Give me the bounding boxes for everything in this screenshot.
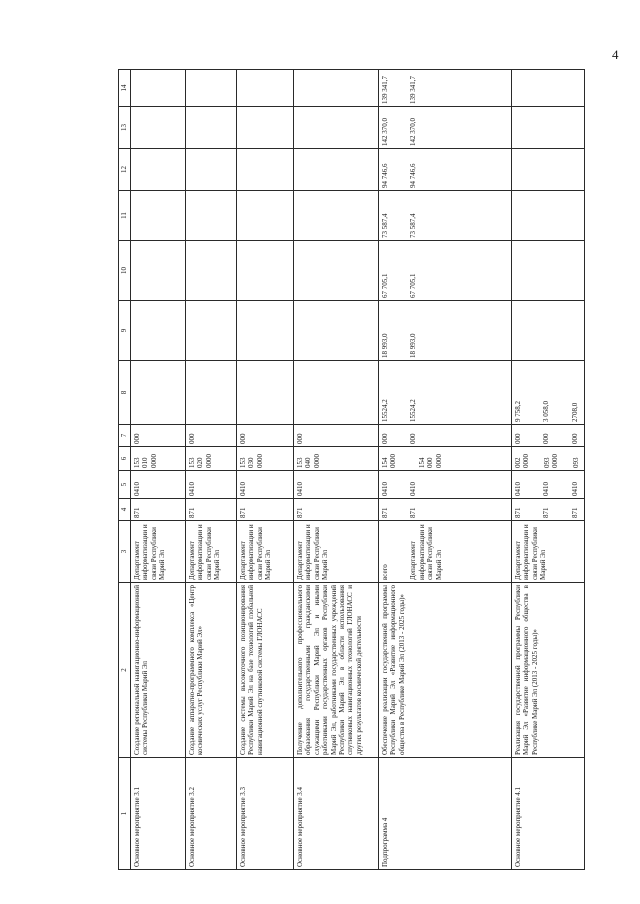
name-cell: Создание региональной навигационно-информационной системы Республики Марий Эл [131, 583, 186, 758]
rzpr-cell: 0410 [237, 471, 294, 499]
value-cell [131, 191, 186, 241]
value-cell [294, 149, 379, 191]
value-cell [186, 301, 237, 361]
table-row [237, 70, 294, 870]
value-cell [131, 241, 186, 301]
value-cell [237, 301, 294, 361]
value-cell [131, 149, 186, 191]
executor-cell: Департамент информатизации и связи Республики Марий Эл [237, 521, 294, 583]
value-cell [379, 107, 512, 149]
grbs-value: 871 [514, 507, 522, 518]
grbs-cell: 871 [186, 499, 237, 521]
header-row [119, 70, 131, 870]
value-cell [186, 107, 237, 149]
value-cell [186, 241, 237, 301]
amount-value: 139 341,7 [381, 76, 389, 104]
header-cell: 4 [119, 499, 131, 521]
table-row [186, 70, 237, 870]
header-cell: 1 [119, 758, 131, 870]
amount-value: 73 587,4 [409, 213, 418, 238]
executor-total: всего [381, 564, 389, 580]
amount-value: 67 705,1 [409, 273, 418, 298]
rzpr-value: 0410 [570, 482, 579, 496]
amount-value: 142 370,0 [381, 118, 389, 146]
amount-value: 15524,2 [409, 399, 418, 422]
header-cell: 11 [119, 191, 131, 241]
value-cell [294, 70, 379, 107]
csr-value: 002 0000 [514, 454, 531, 468]
rzpr-cell [512, 471, 585, 499]
value-cell [186, 361, 237, 425]
value-cell [512, 191, 585, 241]
vr-cell: 000 [131, 425, 186, 447]
table-row [294, 70, 379, 870]
value-cell [512, 241, 585, 301]
executor-name: Департамент информатизации и связи Республики Марий Эл [409, 524, 443, 580]
value-cell [294, 361, 379, 425]
header-cell: 7 [119, 425, 131, 447]
csr-cell: 153 040 0000 [294, 447, 379, 471]
vr-value: 000 [409, 433, 418, 444]
value-cell [379, 301, 512, 361]
amount-value: 18 993,0 [381, 333, 389, 358]
status-cell: Основное мероприятие 3.2 [186, 758, 237, 870]
table-row [379, 70, 512, 870]
grbs-value: 871 [542, 507, 551, 518]
vr-cell [379, 425, 512, 447]
table-row [512, 70, 585, 870]
value-cell [131, 301, 186, 361]
rzpr-cell: 0410 [186, 471, 237, 499]
executor-cell: Департамент информатизации и связи Республики Марий Эл [294, 521, 379, 583]
value-cell [131, 70, 186, 107]
grbs-cell [379, 499, 512, 521]
value-cell [379, 191, 512, 241]
value-cell [237, 70, 294, 107]
value-cell [237, 107, 294, 149]
amount-value: 67 705,1 [381, 273, 389, 298]
value-cell [512, 361, 585, 425]
grbs-value: 871 [409, 507, 418, 518]
header-cell: 5 [119, 471, 131, 499]
header-cell: 12 [119, 149, 131, 191]
value-cell [512, 107, 585, 149]
csr-value: 093 [571, 457, 580, 468]
header-cell: 10 [119, 241, 131, 301]
csr-value: 093 0000 [542, 454, 560, 468]
vr-value: 000 [570, 433, 579, 444]
value-cell [294, 191, 379, 241]
status-cell: Основное мероприятие 4.1 [512, 758, 585, 870]
value-cell [379, 241, 512, 301]
rzpr-cell [379, 471, 512, 499]
amount-value: 3 058,0 [542, 401, 551, 422]
executor-cell: Департамент информатизации и связи Республики Марий Эл [131, 521, 186, 583]
value-cell [512, 149, 585, 191]
vr-value: 000 [514, 433, 522, 444]
budget-table-rotated [118, 70, 580, 870]
header-cell: 13 [119, 107, 131, 149]
grbs-value: 871 [570, 507, 579, 518]
grbs-cell: 871 [294, 499, 379, 521]
executor-cell: Департамент информатизации и связи Республики Марий Эл [512, 521, 585, 583]
name-cell: Обеспечение реализации государственной программы Республики Марий Эл «Развитие информационного общества в Республике Марий Эл (2013 - 2025 годы)» [379, 583, 512, 758]
table-row [131, 70, 186, 870]
grbs-value: 871 [381, 507, 389, 518]
header-cell: 14 [119, 70, 131, 107]
vr-cell: 000 [237, 425, 294, 447]
vr-cell [512, 425, 585, 447]
csr-cell [512, 447, 585, 471]
csr-cell [379, 447, 512, 471]
value-cell [186, 149, 237, 191]
value-cell [186, 70, 237, 107]
status-cell: Основное мероприятие 3.3 [237, 758, 294, 870]
header-cell: 2 [119, 583, 131, 758]
amount-value: 2708,0 [570, 402, 579, 422]
grbs-cell: 871 [131, 499, 186, 521]
name-cell: Создание аппаратно-программного комплекса «Центр космических услуг Республики Марий Эл» [186, 583, 237, 758]
amount-value: 73 587,4 [381, 213, 389, 238]
budget-table [118, 69, 585, 870]
grbs-cell [512, 499, 585, 521]
amount-value: 94 746,6 [409, 163, 418, 188]
amount-value: 15524,2 [381, 399, 389, 422]
value-cell [379, 70, 512, 107]
rzpr-cell: 0410 [294, 471, 379, 499]
value-cell [294, 241, 379, 301]
value-cell [131, 361, 186, 425]
value-cell [379, 149, 512, 191]
amount-value: 9 758,2 [514, 401, 522, 422]
amount-value: 18 993,0 [409, 333, 418, 358]
amount-value: 142 370,0 [409, 118, 418, 146]
header-cell: 9 [119, 301, 131, 361]
header-cell: 6 [119, 447, 131, 471]
value-cell [379, 361, 512, 425]
rzpr-value: 0410 [514, 482, 522, 496]
header-cell: 8 [119, 361, 131, 425]
rzpr-value: 0410 [542, 482, 551, 496]
value-cell [131, 107, 186, 149]
name-cell: Реализация государственной программы Республики Марий Эл «Развитие информационного общества в Республике Марий Эл (2013 - 2025 годы)» [512, 583, 585, 758]
value-cell [512, 70, 585, 107]
value-cell [294, 301, 379, 361]
page-number: 4 [612, 47, 619, 62]
vr-value: 000 [381, 433, 389, 444]
csr-cell: 153 020 0000 [186, 447, 237, 471]
value-cell [186, 191, 237, 241]
value-cell [237, 191, 294, 241]
csr-value: 154 0000 [381, 454, 398, 468]
vr-cell: 000 [294, 425, 379, 447]
status-cell: Основное мероприятие 3.1 [131, 758, 186, 870]
vr-cell: 000 [186, 425, 237, 447]
grbs-cell: 871 [237, 499, 294, 521]
csr-cell: 153 010 0000 [131, 447, 186, 471]
amount-value: 94 746,6 [381, 163, 389, 188]
name-cell: Создание системы высокоточного позиционирования Республики Марий Эл на базе технологий глобальной навигационной спутниковой системы ГЛОНАСС [237, 583, 294, 758]
status-cell: Основное мероприятие 3.4 [294, 758, 379, 870]
value-cell [237, 241, 294, 301]
executor-cell [379, 521, 512, 583]
rzpr-value: 0410 [409, 482, 418, 496]
csr-value: 154 000 0000 [417, 454, 443, 468]
value-cell [237, 361, 294, 425]
vr-value: 000 [542, 433, 551, 444]
amount-value: 139 341,7 [409, 76, 418, 104]
value-cell [237, 149, 294, 191]
value-cell [294, 107, 379, 149]
rzpr-cell: 0410 [131, 471, 186, 499]
status-cell: Подпрограмма 4 [379, 758, 512, 870]
rzpr-value: 0410 [381, 482, 389, 496]
name-cell: Получение дополнительного профессионального образования государственными гражданскими служащими Республики Марий Эл и иными работниками государственных органов Республики Марий Эл, работниками государственных учреждений Республики Марий Эл в области использования спутниковых навигационных технологий ГЛОНАСС и других результатов космической деятельности [294, 583, 379, 758]
header-cell: 3 [119, 521, 131, 583]
value-cell [512, 301, 585, 361]
executor-cell: Департамент информатизации и связи Республики Марий Эл [186, 521, 237, 583]
csr-cell: 153 030 0000 [237, 447, 294, 471]
